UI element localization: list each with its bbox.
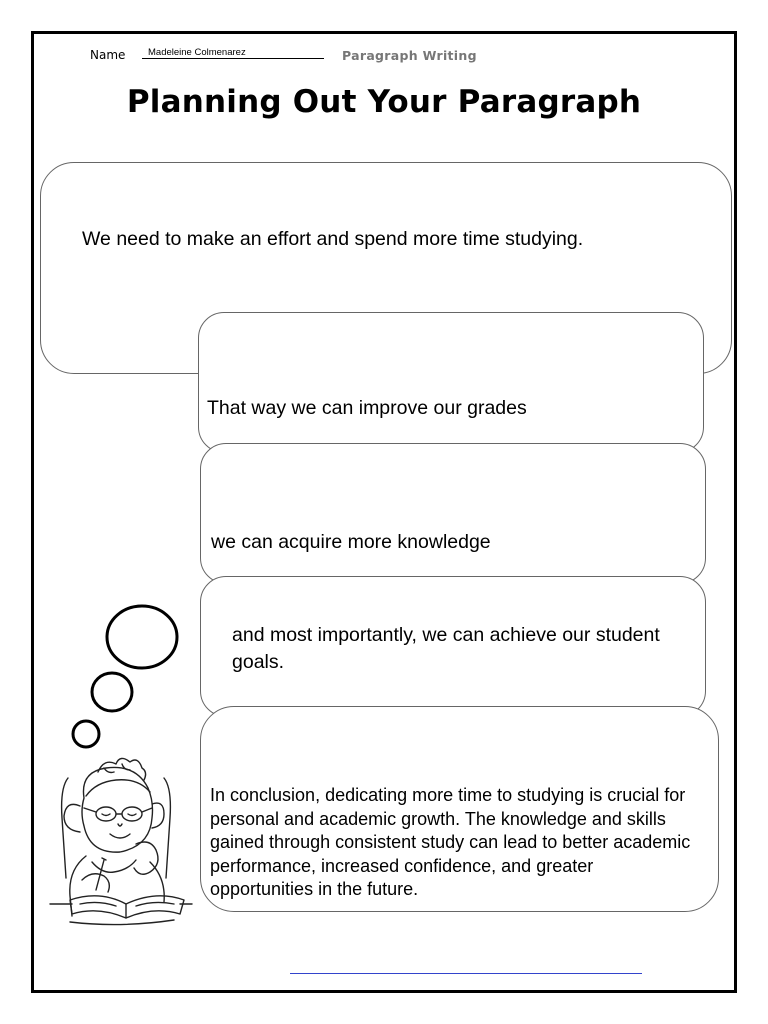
conclusion-box[interactable]: [200, 706, 719, 912]
detail-3-text: and most importantly, we can achieve our student goals.: [232, 624, 660, 673]
thought-bubble-large: [107, 606, 177, 668]
detail-box-3[interactable]: [200, 576, 706, 717]
thought-bubble-medium: [92, 673, 132, 711]
topic-sentence-text: We need to make an effort and spend more time studying.: [82, 228, 584, 250]
detail-1-text: That way we can improve our grades: [207, 397, 527, 419]
page-title: Planning Out Your Paragraph: [126, 84, 642, 120]
conclusion-text: In conclusion, dedicating more time to studying is crucial for personal and academic growth. The knowledge and skills gained through consistent study can lead to better academic performance, increased confidence, and greater opportunities in the future.: [210, 785, 691, 899]
detail-box-1[interactable]: [198, 312, 704, 453]
worksheet-type: Paragraph Writing: [342, 48, 477, 63]
thinking-student-icon: [46, 600, 196, 940]
footer-line: [290, 973, 642, 974]
name-label: Name: [90, 48, 126, 62]
thought-bubble-small: [73, 721, 99, 747]
detail-box-2[interactable]: [200, 443, 706, 584]
name-field[interactable]: Madeleine Colmenarez: [142, 48, 324, 59]
detail-2-text: we can acquire more knowledge: [211, 531, 491, 553]
